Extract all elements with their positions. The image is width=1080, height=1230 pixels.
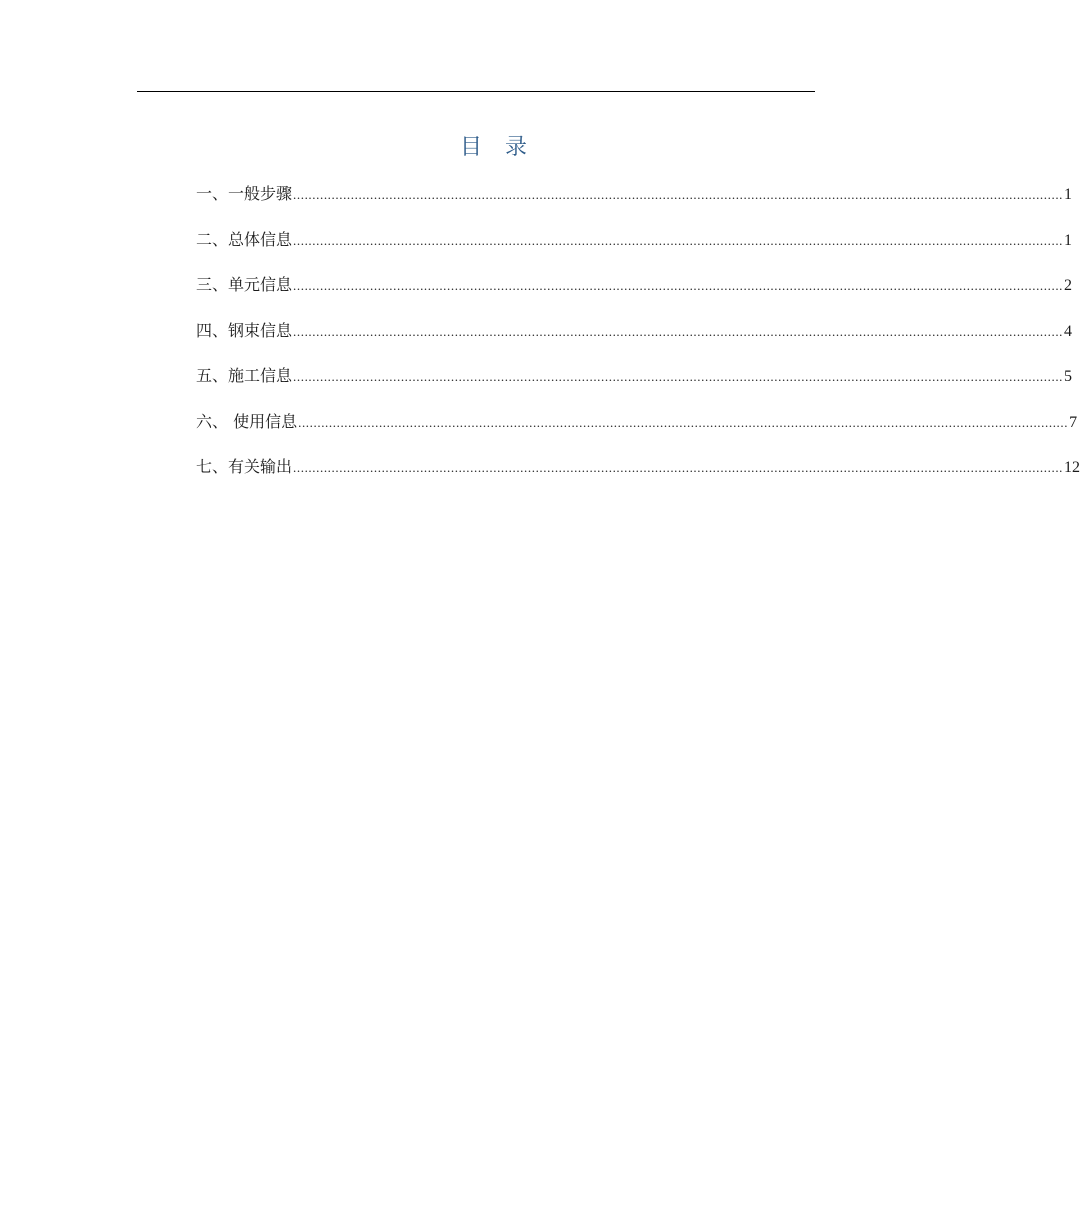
toc-entry-label: 四、钢束信息 — [196, 320, 293, 340]
toc-entry[interactable] — [196, 317, 1073, 363]
toc-entry-label: 一、一般步骤 — [196, 184, 293, 203]
toc-dot-leader: ........................................................................................................................................................................................................ — [293, 460, 1064, 475]
toc-entry-page: 7 — [1069, 413, 1078, 431]
toc-dot-leader: ........................................................................................................................................................................................................ — [293, 323, 1064, 339]
toc-entry-label: 五、施工信息 — [196, 366, 293, 385]
toc-entry[interactable] — [196, 453, 1080, 499]
toc-entry-page: 1 — [1064, 186, 1073, 203]
toc-entry-page: 5 — [1064, 368, 1073, 385]
toc-dot-leader: ........................................................................................................................................................................................................ — [293, 232, 1064, 248]
toc-entry-label: 六、 使用信息 — [196, 411, 298, 431]
toc-entry-page: 12 — [1064, 459, 1080, 476]
toc-dot-leader: ........................................................................................................................................................................................................ — [293, 369, 1064, 384]
header-rule — [137, 91, 815, 92]
toc-dot-leader: ........................................................................................................................................................................................................ — [293, 187, 1064, 202]
toc-entry-page: 1 — [1064, 231, 1073, 249]
toc-entry-page: 4 — [1064, 322, 1073, 340]
toc-dot-leader: ........................................................................................................................................................................................................ — [293, 278, 1064, 293]
toc-entry-page: 2 — [1064, 277, 1073, 294]
toc-entry[interactable] — [196, 226, 1073, 272]
toc-entry-label: 二、总体信息 — [196, 229, 293, 249]
toc-entry[interactable] — [196, 271, 1073, 317]
toc-entry[interactable] — [196, 180, 1073, 226]
toc-entry[interactable] — [196, 362, 1073, 408]
toc-title: 目 录 — [460, 135, 535, 160]
toc-dot-leader: ........................................................................................................................................................................................................ — [298, 414, 1069, 430]
toc-entry-label: 三、单元信息 — [196, 275, 293, 294]
toc-entry-label: 七、有关输出 — [196, 457, 293, 476]
toc-entry[interactable] — [196, 408, 1078, 454]
table-of-contents — [196, 180, 1080, 499]
